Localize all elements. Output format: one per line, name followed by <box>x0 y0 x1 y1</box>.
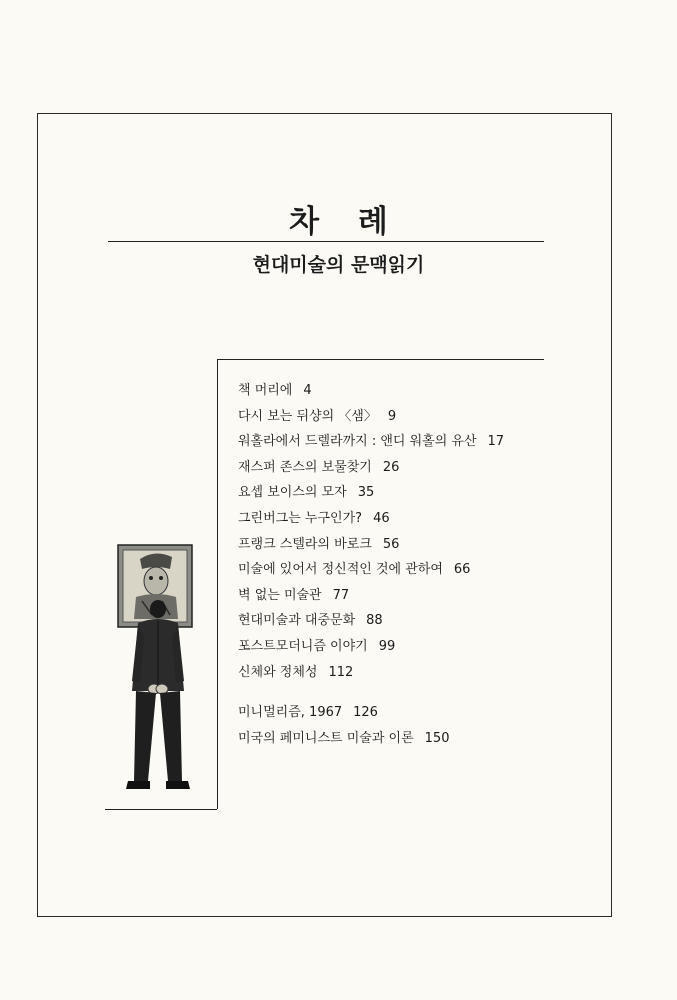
toc-left-rule <box>217 359 218 809</box>
toc-entry[interactable] <box>238 378 504 404</box>
toc-entry[interactable] <box>238 557 504 583</box>
toc-entry-page: 26 <box>382 459 400 475</box>
toc-entry[interactable] <box>238 480 504 506</box>
toc-entry-page: 150 <box>424 730 450 746</box>
toc-entry-title: 포스트모더니즘 이야기 <box>238 638 368 654</box>
toc-entry-page: 35 <box>357 485 375 501</box>
man-viewing-painting-illustration <box>112 541 202 796</box>
page-title: 차 례 <box>289 204 402 240</box>
toc-entry-title: 벽 없는 미술관 <box>238 587 322 603</box>
toc-entry-page: 99 <box>378 638 396 654</box>
toc-entry[interactable] <box>238 700 449 726</box>
toc-entry[interactable] <box>238 532 504 558</box>
toc-entry-title: 재스퍼 존스의 보물찾기 <box>238 459 372 475</box>
appendix-contents <box>238 700 449 751</box>
toc-entry-page: 126 <box>353 705 378 720</box>
man-head <box>150 600 166 618</box>
painting-face <box>144 567 168 595</box>
toc-entry-title: 그린버그는 누구인가? <box>238 510 363 526</box>
toc-entry-title: 프랭크 스텔라의 바로크 <box>238 536 372 552</box>
table-of-contents <box>238 378 504 685</box>
toc-entry-title: 현대미술과 대중문화 <box>238 613 356 629</box>
man-shoe-left <box>126 781 150 789</box>
man-shoe-right <box>166 781 190 789</box>
toc-entry-page: 9 <box>387 408 397 424</box>
page-subtitle: 현대미술의 문맥읽기 <box>252 254 425 276</box>
toc-entry[interactable] <box>238 660 504 686</box>
man-leg-left <box>134 691 156 781</box>
toc-entry[interactable] <box>238 506 504 532</box>
toc-entry[interactable] <box>238 608 504 634</box>
toc-entry[interactable] <box>238 583 504 609</box>
toc-entry-title: 신체와 정체성 <box>238 664 318 680</box>
toc-entry-title: 미니멀리즘, 1967 <box>238 705 343 720</box>
toc-entry-page: 77 <box>332 587 350 603</box>
toc-entry-title: 책 머리에 <box>238 383 293 398</box>
toc-entry-title: 미국의 페미니스트 미술과 이론 <box>238 730 414 746</box>
toc-entry-title: 요셉 보이스의 모자 <box>238 485 347 501</box>
toc-entry[interactable] <box>238 455 504 481</box>
toc-entry-title: 미술에 있어서 정신적인 것에 관하여 <box>238 562 443 578</box>
toc-entry-page: 17 <box>487 434 505 450</box>
toc-entry-title: 워홀라에서 드렐라까지 : 앤디 워홀의 유산 <box>238 434 477 450</box>
toc-entry[interactable] <box>238 726 449 752</box>
toc-entry-page: 66 <box>453 562 471 578</box>
toc-entry-page: 4 <box>303 383 312 398</box>
toc-entry-page: 46 <box>373 510 390 526</box>
toc-entry-title: 다시 보는 뒤샹의 〈샘〉 <box>238 408 377 424</box>
toc-entry-page: 56 <box>382 536 400 552</box>
title-divider <box>108 241 544 242</box>
toc-entry[interactable] <box>238 634 504 660</box>
toc-bottom-rule <box>105 809 217 810</box>
toc-entry-page: 112 <box>328 664 354 680</box>
toc-top-rule <box>217 359 544 360</box>
toc-entry[interactable] <box>238 404 504 430</box>
toc-entry-page: 88 <box>366 613 383 629</box>
man-leg-right <box>160 691 182 781</box>
toc-entry[interactable] <box>238 429 504 455</box>
